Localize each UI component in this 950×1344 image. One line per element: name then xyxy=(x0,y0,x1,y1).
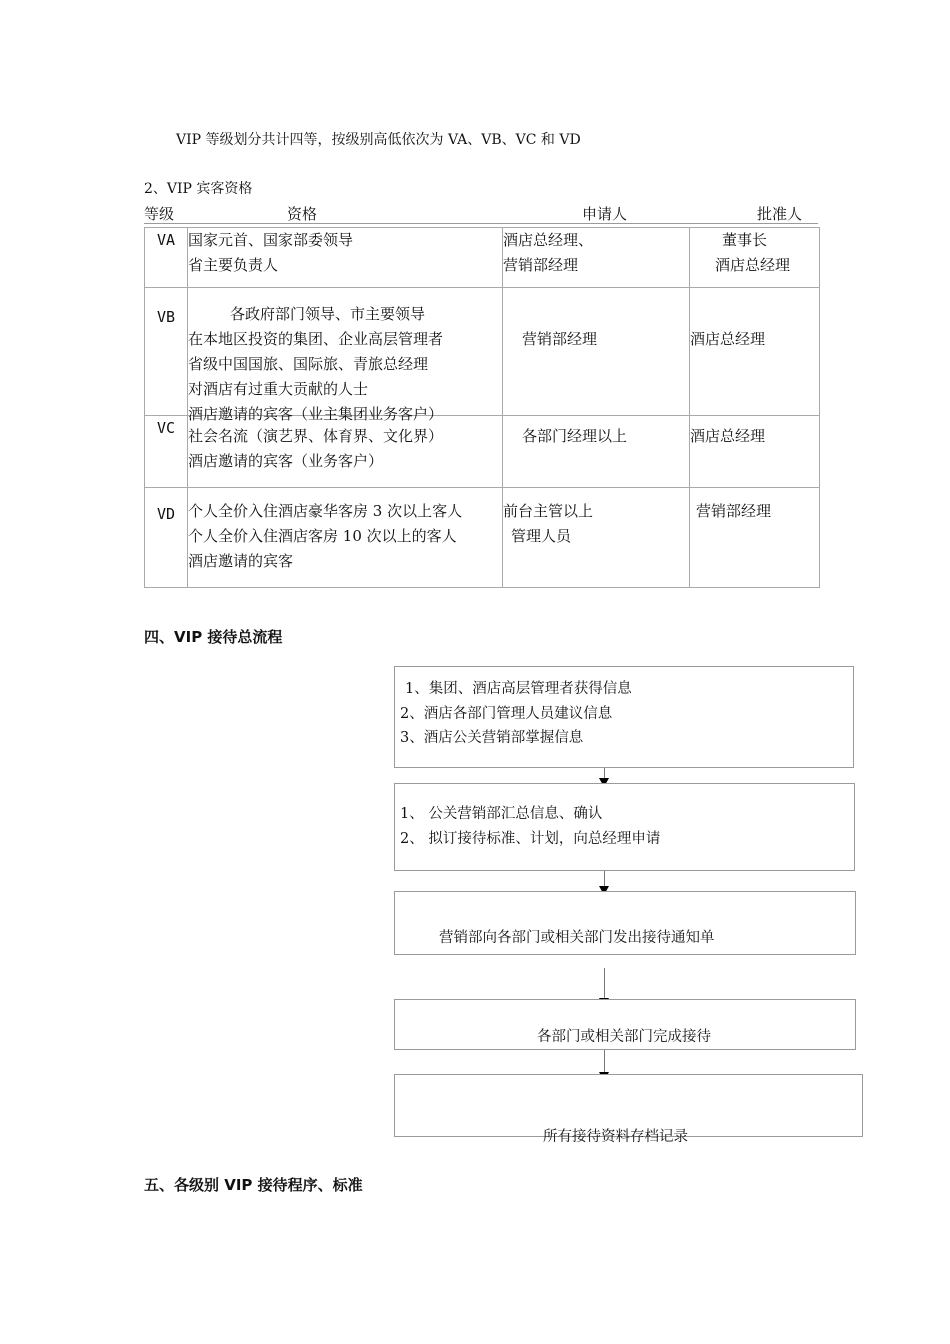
qualification-line: 酒店邀请的宾客 xyxy=(188,552,294,570)
applicant-line: 管理人员 xyxy=(511,527,572,545)
flow-step-text: 2、 拟订接待标准、计划，向总经理申请 xyxy=(400,831,661,847)
applicant-cell xyxy=(503,288,690,416)
approver-cell xyxy=(690,488,820,588)
qualification-line: 个人全价入住酒店豪华客房 3 次以上客人 xyxy=(188,502,463,520)
table-row xyxy=(145,288,820,416)
header-rule xyxy=(144,223,818,224)
flow-connector xyxy=(604,871,605,886)
qualification-line: 酒店邀请的宾客（业主集团业务客户） xyxy=(188,405,444,423)
applicant-cell xyxy=(503,488,690,588)
approver-line: 营销部经理 xyxy=(696,502,772,520)
approver-line: 酒店总经理 xyxy=(690,427,766,445)
qualification-line: 各政府部门领导、市主要领导 xyxy=(230,305,426,323)
intro-text: VIP 等级划分共计四等，按级别高低依次为 VA、VB、VC 和 VD xyxy=(176,132,581,148)
flow-step-text: 各部门或相关部门完成接待 xyxy=(537,1029,711,1045)
approver-cell xyxy=(690,228,820,288)
qualification-cell xyxy=(188,416,503,488)
table-row xyxy=(145,228,820,288)
approver-line: 酒店总经理 xyxy=(715,256,791,274)
grade-cell: VA xyxy=(145,228,188,288)
flow-step-4 xyxy=(394,999,856,1050)
flow-step-text: 2、酒店各部门管理人员建议信息 xyxy=(400,706,613,722)
section-5-title: 五、各级别 VIP 接待程序、标准 xyxy=(144,1176,363,1194)
header-grade: 等级 xyxy=(144,205,175,223)
flow-step-3 xyxy=(394,891,856,955)
applicant-line: 各部门经理以上 xyxy=(522,427,628,445)
header-applicant: 申请人 xyxy=(582,205,628,223)
applicant-line: 营销部经理 xyxy=(522,330,598,348)
table-row xyxy=(145,488,820,588)
qualification-cell xyxy=(188,488,503,588)
flow-step-text: 1、 公关营销部汇总信息、确认 xyxy=(400,806,603,822)
applicant-cell xyxy=(503,416,690,488)
qualification-line: 酒店邀请的宾客（业务客户） xyxy=(188,452,384,470)
grade-cell: VB xyxy=(145,288,188,416)
flow-step-1 xyxy=(394,666,854,768)
flow-connector xyxy=(604,1050,605,1072)
approver-cell xyxy=(690,288,820,416)
qualification-line: 个人全价入住酒店客房 10 次以上的客人 xyxy=(188,527,457,545)
qualification-line: 社会名流（演艺界、体育界、文化界） xyxy=(188,427,444,445)
flow-step-2 xyxy=(394,783,855,871)
qualification-line: 对酒店有过重大贡献的人士 xyxy=(188,380,369,398)
flow-connector xyxy=(604,768,605,778)
table-row xyxy=(145,416,820,488)
vip-qualification-table xyxy=(144,227,820,588)
header-approver: 批准人 xyxy=(757,205,803,223)
grade-cell: VC xyxy=(145,416,188,488)
grade-cell: VD xyxy=(145,488,188,588)
applicant-line: 营销部经理 xyxy=(503,256,579,274)
flow-step-text: 营销部向各部门或相关部门发出接待通知单 xyxy=(439,930,715,946)
approver-line: 酒店总经理 xyxy=(690,330,766,348)
approver-cell xyxy=(690,416,820,488)
flow-step-text: 1、集团、酒店高层管理者获得信息 xyxy=(405,681,632,697)
applicant-cell xyxy=(503,228,690,288)
section-2-title: 2、VIP 宾客资格 xyxy=(144,181,253,197)
flow-connector xyxy=(604,968,605,998)
qualification-cell xyxy=(188,288,503,423)
section-4-title: 四、VIP 接待总流程 xyxy=(144,628,283,646)
qualification-line: 在本地区投资的集团、企业高层管理者 xyxy=(188,330,444,348)
qualification-line: 省主要负责人 xyxy=(188,256,279,274)
flow-step-text: 3、酒店公关营销部掌握信息 xyxy=(400,730,584,746)
flow-step-5 xyxy=(394,1074,863,1145)
header-qualification: 资格 xyxy=(287,205,318,223)
flow-step-text: 所有接待资料存档记录 xyxy=(543,1129,688,1145)
qualification-line: 国家元首、国家部委领导 xyxy=(188,231,354,249)
applicant-line: 前台主管以上 xyxy=(503,502,594,520)
qualification-line: 省级中国国旅、国际旅、青旅总经理 xyxy=(188,355,429,373)
applicant-line: 酒店总经理、 xyxy=(503,231,594,249)
qualification-cell xyxy=(188,228,503,288)
approver-line: 董事长 xyxy=(722,231,768,249)
